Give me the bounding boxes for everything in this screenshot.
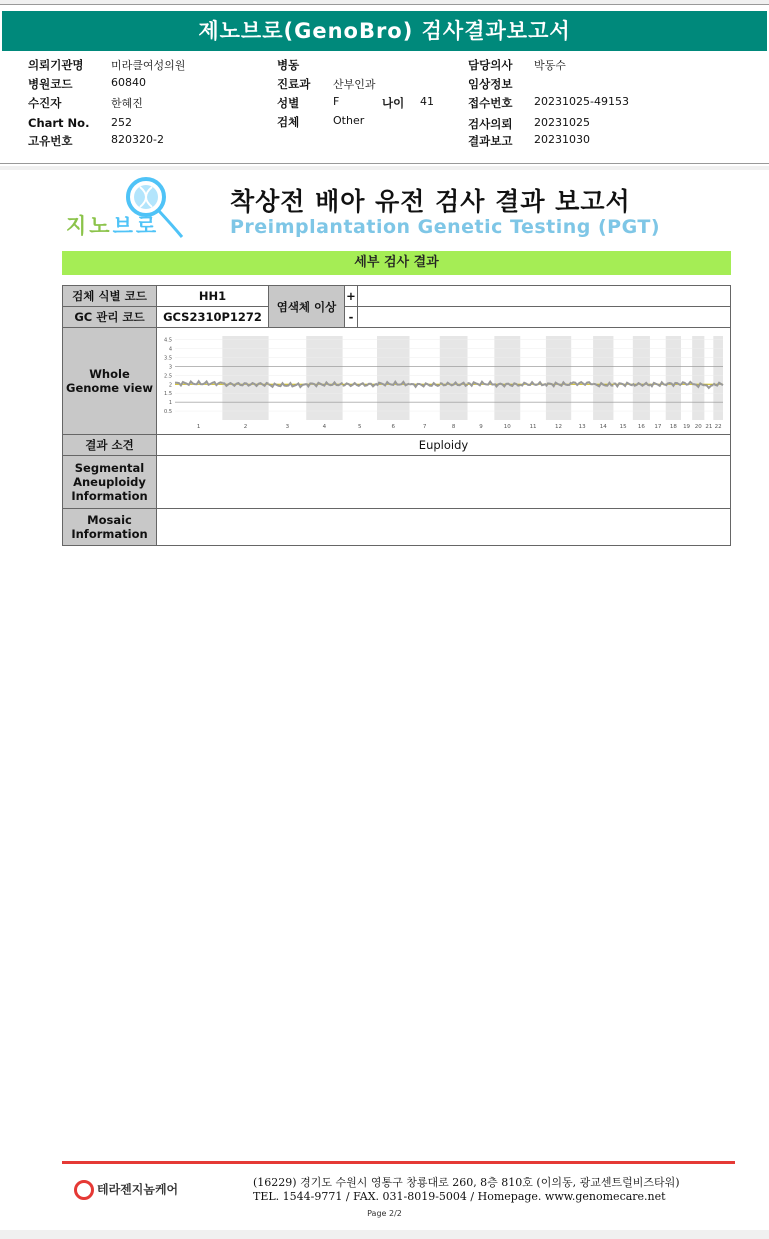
hospital-code-label: 병원코드 <box>28 77 73 91</box>
x-tick-label: 13 <box>578 424 586 430</box>
request-label: 검사의뢰 <box>468 117 513 131</box>
section-header: 세부 검사 결과 <box>62 251 731 275</box>
x-tick-label: 12 <box>555 424 563 430</box>
series-line-chr1 <box>175 381 222 385</box>
unique-no-value: 820320-2 <box>111 133 164 146</box>
receipt-label: 접수번호 <box>468 96 513 110</box>
x-tick-label: 16 <box>637 424 645 430</box>
sex-value: F <box>333 95 340 108</box>
series-line-chr7 <box>410 383 440 387</box>
specimen-id-value: HH1 <box>157 286 269 307</box>
series-line-chr21 <box>704 385 713 388</box>
age-label: 나이 <box>382 96 405 110</box>
series-line-chr5 <box>343 383 377 386</box>
x-tick-label: 1 <box>196 424 201 430</box>
y-tick-label: 1 <box>168 400 172 407</box>
abnormal-plus-value <box>358 286 731 307</box>
abnormal-minus-value <box>358 307 731 328</box>
clinical-label: 임상정보 <box>468 77 513 91</box>
x-tick-label: 2 <box>243 424 248 430</box>
x-tick-label: 18 <box>669 424 677 430</box>
patient-value: 한혜진 <box>111 97 143 110</box>
company-logo: 테라젠지놈케어 <box>74 1180 178 1200</box>
x-tick-label: 10 <box>503 424 511 430</box>
y-tick-label: 3.5 <box>164 355 172 362</box>
whole-genome-label: Whole Genome view <box>63 328 157 435</box>
report-main-title: 착상전 배아 유전 검사 결과 보고서 <box>230 187 631 216</box>
table-row <box>63 307 731 328</box>
series-line-chr15 <box>613 383 632 387</box>
doctor-value: 박동수 <box>534 59 566 72</box>
receipt-value: 20231025-49153 <box>534 95 629 108</box>
y-tick-label: 2 <box>168 382 172 389</box>
age-value: 41 <box>420 95 434 108</box>
x-tick-label: 11 <box>529 424 537 430</box>
department-label: 진료과 <box>277 77 311 91</box>
y-tick-label: 1.5 <box>164 391 172 398</box>
x-tick-label: 14 <box>599 424 607 430</box>
x-tick-label: 5 <box>358 424 362 430</box>
specimen-label: 검체 <box>277 115 300 129</box>
y-tick-label: 2.5 <box>164 373 172 380</box>
report-date-value: 20231030 <box>534 133 590 146</box>
mosaic-label: Mosaic Information <box>63 509 157 546</box>
x-tick-label: 4 <box>322 424 327 430</box>
report-body <box>0 170 769 1230</box>
y-tick-label: 4.5 <box>164 337 172 344</box>
doctor-label: 담당의사 <box>468 58 513 72</box>
chart-no-label: Chart No. <box>28 116 90 130</box>
footer-divider <box>62 1161 735 1164</box>
segmental-label: Segmental Aneuploidy Information <box>63 456 157 509</box>
report-title-bar: 제노브로(GenoBro) 검사결과보고서 <box>2 11 767 51</box>
report-date-label: 결과보고 <box>468 134 513 148</box>
x-tick-label: 17 <box>654 424 662 430</box>
series-line-chr17 <box>650 382 666 386</box>
gc-code-value: GCS2310P1272 <box>157 307 269 328</box>
hospital-code-value: 60840 <box>111 76 146 89</box>
x-tick-label: 8 <box>451 424 456 430</box>
institution-label: 의뢰기관명 <box>28 58 84 72</box>
x-tick-label: 22 <box>714 424 722 430</box>
chromosome-abnormal-label: 염색체 이상 <box>269 286 345 328</box>
table-row <box>63 456 731 509</box>
series-line-chr11 <box>520 382 546 385</box>
result-value: Euploidy <box>157 435 731 456</box>
footer-address: (16229) 경기도 수원시 영통구 창룡대로 260, 8층 810호 (이의동, 광교센트럴비즈타워) <box>253 1176 680 1189</box>
department-value: 산부인과 <box>333 78 376 91</box>
institution-value: 미라클여성의원 <box>111 59 186 72</box>
x-tick-label: 15 <box>619 424 627 430</box>
header-divider <box>0 163 769 164</box>
segmental-value <box>157 456 731 509</box>
table-row <box>63 509 731 546</box>
sex-label: 성별 <box>277 96 300 110</box>
gc-code-label: GC 관리 코드 <box>63 307 157 328</box>
patient-label: 수진자 <box>28 96 62 110</box>
x-tick-label: 21 <box>705 424 713 430</box>
ward-label: 병동 <box>277 58 300 72</box>
result-label: 결과 소견 <box>63 435 157 456</box>
series-line-chr3 <box>269 383 307 387</box>
report-subtitle: Preimplantation Genetic Testing (PGT) <box>230 216 660 238</box>
y-tick-label: 4 <box>168 346 172 353</box>
company-g-icon <box>74 1180 94 1200</box>
header-panel <box>0 4 769 166</box>
x-tick-label: 6 <box>391 424 396 430</box>
x-tick-label: 19 <box>683 424 691 430</box>
genobro-logo-text: 지노브로 <box>66 214 160 238</box>
series-line-chr9 <box>468 382 495 386</box>
footer-contact: TEL. 1544-9771 / FAX. 031-8019-5004 / Homepage. www.genomecare.net <box>253 1190 666 1203</box>
unique-no-label: 고유번호 <box>28 134 73 148</box>
detail-result-table <box>62 285 731 546</box>
whole-genome-chart-cell <box>157 328 731 435</box>
chart-no-value: 252 <box>111 116 132 129</box>
table-row <box>63 435 731 456</box>
table-row <box>63 286 731 307</box>
y-tick-label: 0.5 <box>164 409 172 416</box>
specimen-id-label: 검체 식별 코드 <box>63 286 157 307</box>
x-tick-label: 7 <box>422 424 427 430</box>
x-tick-label: 20 <box>694 424 702 430</box>
x-tick-label: 3 <box>285 424 290 430</box>
request-value: 20231025 <box>534 116 590 129</box>
page-number: Page 2/2 <box>367 1209 402 1218</box>
abnormal-plus: + <box>345 286 358 307</box>
abnormal-minus: - <box>345 307 358 328</box>
specimen-value: Other <box>333 114 365 127</box>
x-tick-label: 9 <box>479 424 483 430</box>
whole-genome-chart <box>157 328 731 433</box>
table-row <box>63 328 731 435</box>
mosaic-value <box>157 509 731 546</box>
y-tick-label: 3 <box>168 364 172 371</box>
footer-address-block <box>253 1176 680 1204</box>
